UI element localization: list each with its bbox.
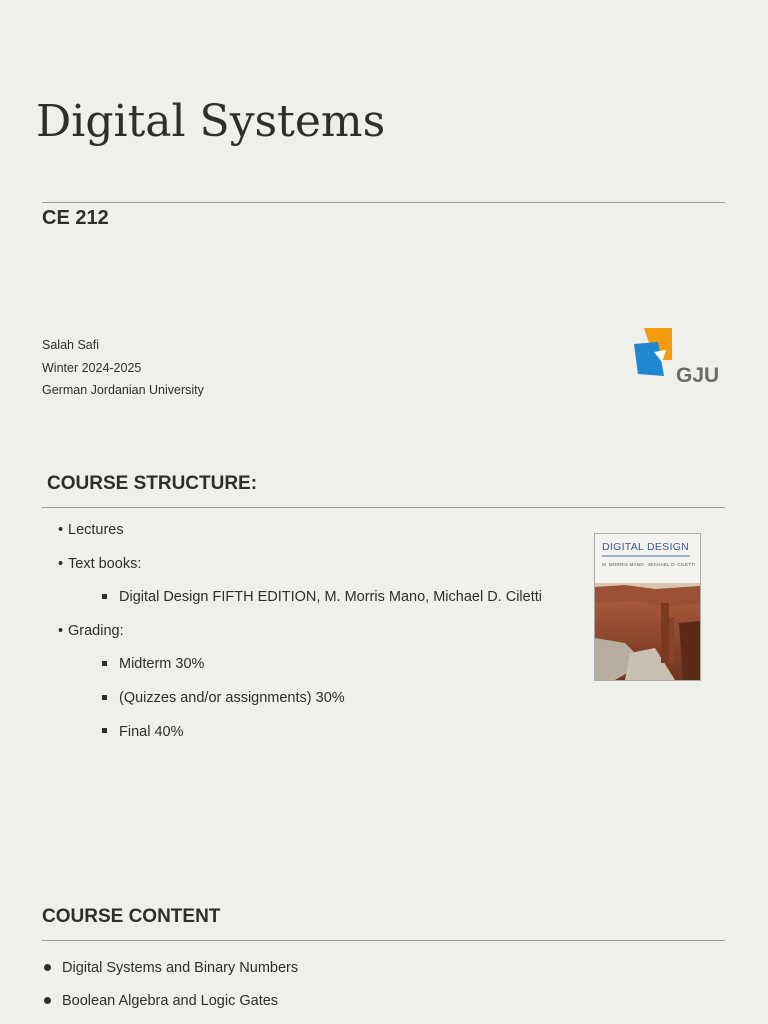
list-item: • Lectures <box>58 522 124 538</box>
list-item: • Grading: <box>58 622 124 639</box>
square-bullet-icon <box>102 728 107 733</box>
bullet-icon <box>44 997 51 1004</box>
instructor-name: Salah Safi <box>42 338 99 352</box>
page-title: Digital Systems <box>36 96 386 147</box>
content-divider <box>42 940 725 941</box>
square-bullet-icon <box>102 661 107 666</box>
course-structure-list <box>58 514 542 749</box>
list-item: Midterm 30% <box>58 648 542 682</box>
course-content-list <box>44 952 298 1018</box>
list-item: (Quizzes and/or assignments) 30% <box>58 682 542 716</box>
book-cover-title: DIGITAL DESIGN <box>602 541 690 553</box>
bullet-icon <box>44 964 51 971</box>
title-divider <box>42 202 725 203</box>
textbook-cover <box>594 533 701 681</box>
structure-divider <box>42 507 725 508</box>
list-item: • Text books: <box>58 555 142 572</box>
square-bullet-icon <box>102 594 107 599</box>
square-bullet-icon <box>102 695 107 700</box>
course-content-heading: COURSE CONTENT <box>42 906 221 927</box>
course-structure-heading: COURSE STRUCTURE: <box>47 473 258 494</box>
term: Winter 2024-2025 <box>42 360 142 375</box>
course-info <box>42 334 204 402</box>
gju-logo <box>632 326 720 390</box>
list-item: Digital Design FIFTH EDITION, M. Morris Mano, Michael D. Ciletti <box>58 581 542 615</box>
university-name: German Jordanian University <box>42 383 204 397</box>
list-item: Boolean Algebra and Logic Gates <box>44 985 298 1018</box>
book-cover-subtitle-line <box>602 555 690 557</box>
list-item: Digital Systems and Binary Numbers <box>44 952 298 985</box>
list-item: Final 40% <box>58 716 542 750</box>
canyon-image <box>595 583 700 680</box>
book-cover-authors: M. MORRIS MANO · MICHAEL D. CILETTI <box>602 562 696 567</box>
logo-text: GJU <box>676 364 720 387</box>
course-code: CE 212 <box>42 207 109 229</box>
